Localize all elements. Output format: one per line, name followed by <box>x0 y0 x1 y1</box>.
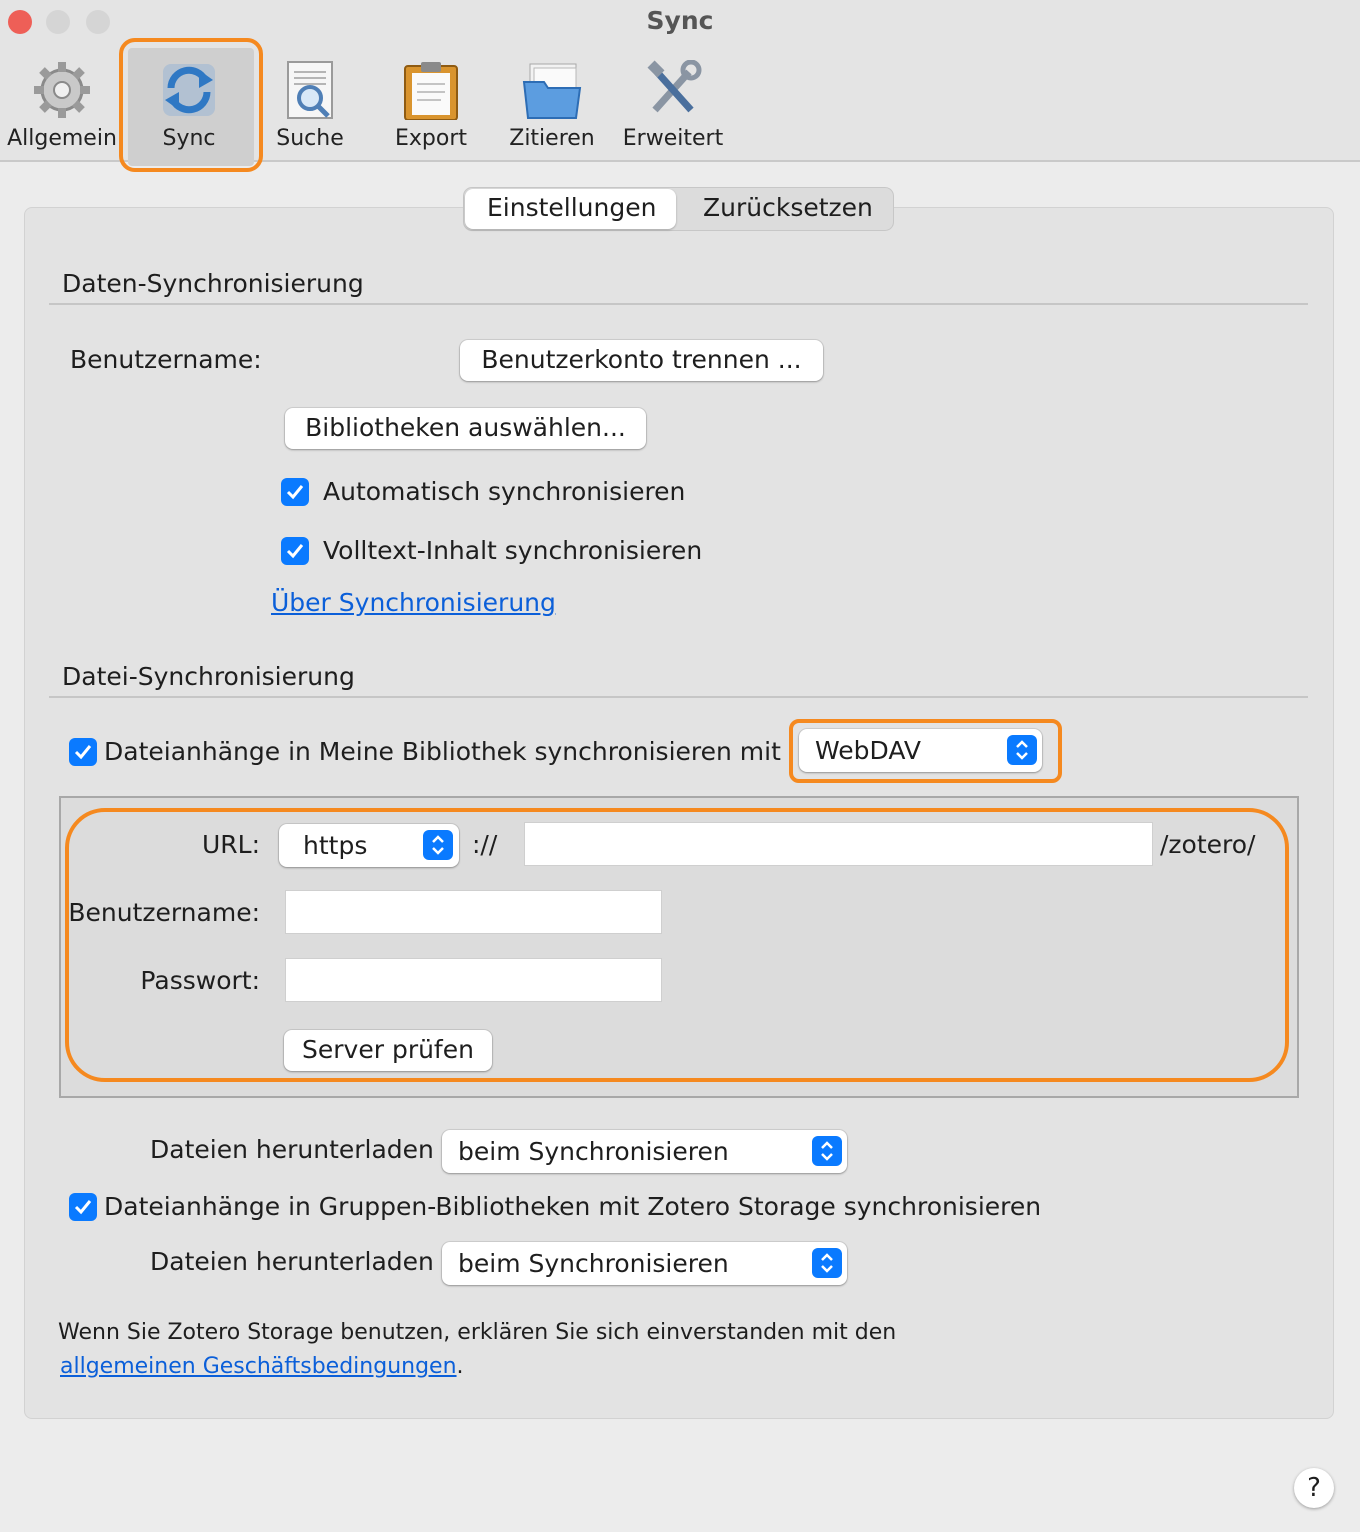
about-sync-link[interactable]: Über Synchronisierung <box>271 588 556 617</box>
help-button[interactable]: ? <box>1294 1468 1334 1508</box>
terms-line <box>60 1354 464 1379</box>
terms-end: . <box>456 1354 464 1379</box>
terms-link[interactable]: allgemeinen Geschäftsbedingungen <box>60 1354 457 1379</box>
tools-icon <box>643 60 703 120</box>
toolbar-item-allgemein[interactable] <box>2 52 122 162</box>
file-sync-title: Datei-Synchronisierung <box>62 662 355 691</box>
section-divider <box>49 303 1308 305</box>
sync-icon <box>159 60 219 120</box>
fulltext-sync-checkbox[interactable] <box>281 537 309 565</box>
group-download-mode-value: beim Synchronisieren <box>458 1249 729 1278</box>
tab-zuruecksetzen[interactable]: Zurücksetzen <box>703 193 873 222</box>
checkmark-icon <box>73 1197 93 1217</box>
webdav-username-label: Benutzername: <box>68 898 260 927</box>
webdav-username-input[interactable] <box>285 890 662 934</box>
gear-icon <box>32 60 92 120</box>
toolbar-item-sync[interactable] <box>129 52 249 162</box>
group-library-sync-label: Dateianhänge in Gruppen-Bibliotheken mit Zotero Storage synchronisieren <box>104 1192 1042 1221</box>
checkmark-icon <box>73 742 93 762</box>
toolbar-label: Sync <box>162 126 216 151</box>
window-title: Sync <box>646 6 714 35</box>
disconnect-account-button[interactable]: Benutzerkonto trennen ... <box>460 340 823 381</box>
checkmark-icon <box>285 541 305 561</box>
checkmark-icon <box>285 482 305 502</box>
toolbar-label: Zitieren <box>509 126 595 151</box>
section-divider <box>49 696 1308 698</box>
folder-icon <box>522 60 582 120</box>
my-library-sync-label: Dateianhänge in Meine Bibliothek synchronisieren mit <box>104 737 781 766</box>
toolbar-label: Suche <box>276 126 344 151</box>
download-mode-value: beim Synchronisieren <box>458 1137 729 1166</box>
terms-text: Wenn Sie Zotero Storage benutzen, erklären Sie sich einverstanden mit den <box>58 1320 897 1345</box>
search-document-icon <box>280 60 340 120</box>
url-input[interactable] <box>524 822 1153 866</box>
username-label: Benutzername: <box>70 345 262 374</box>
url-label: URL: <box>201 830 260 859</box>
download-mode-select[interactable] <box>442 1130 847 1173</box>
toolbar-label: Export <box>394 126 467 151</box>
select-arrows-icon <box>812 1248 842 1278</box>
group-download-label: Dateien herunterladen <box>150 1247 434 1276</box>
url-separator: :// <box>472 830 498 859</box>
webdav-password-label: Passwort: <box>140 966 260 995</box>
choose-libraries-button[interactable]: Bibliotheken auswählen... <box>285 408 646 449</box>
data-sync-title: Daten-Synchronisierung <box>62 269 364 298</box>
url-suffix: /zotero/ <box>1160 830 1256 859</box>
select-arrows-icon <box>423 830 453 860</box>
group-library-sync-checkbox[interactable] <box>69 1193 97 1221</box>
toolbar-item-erweitert[interactable] <box>613 52 733 162</box>
select-arrows-icon <box>1007 735 1037 765</box>
verify-server-button[interactable]: Server prüfen <box>284 1030 492 1071</box>
sync-method-value: WebDAV <box>815 736 921 765</box>
my-library-sync-checkbox[interactable] <box>69 738 97 766</box>
download-label: Dateien herunterladen <box>150 1135 434 1164</box>
tab-einstellungen-label: Einstellungen <box>487 193 657 222</box>
toolbar-label: Allgemein <box>7 126 117 151</box>
fulltext-sync-label: Volltext-Inhalt synchronisieren <box>323 536 703 565</box>
sync-method-select[interactable] <box>799 729 1042 772</box>
select-arrows-icon <box>812 1136 842 1166</box>
auto-sync-label: Automatisch synchronisieren <box>323 477 686 506</box>
auto-sync-checkbox[interactable] <box>281 478 309 506</box>
group-download-mode-select[interactable] <box>442 1242 847 1285</box>
protocol-value: https <box>303 831 368 860</box>
webdav-password-input[interactable] <box>285 958 662 1002</box>
toolbar-item-suche[interactable] <box>250 52 370 162</box>
toolbar-label: Erweitert <box>622 126 724 151</box>
toolbar-item-zitieren[interactable] <box>492 52 612 162</box>
protocol-select[interactable] <box>279 824 459 867</box>
toolbar-item-export[interactable] <box>371 52 491 162</box>
clipboard-icon <box>401 60 461 120</box>
